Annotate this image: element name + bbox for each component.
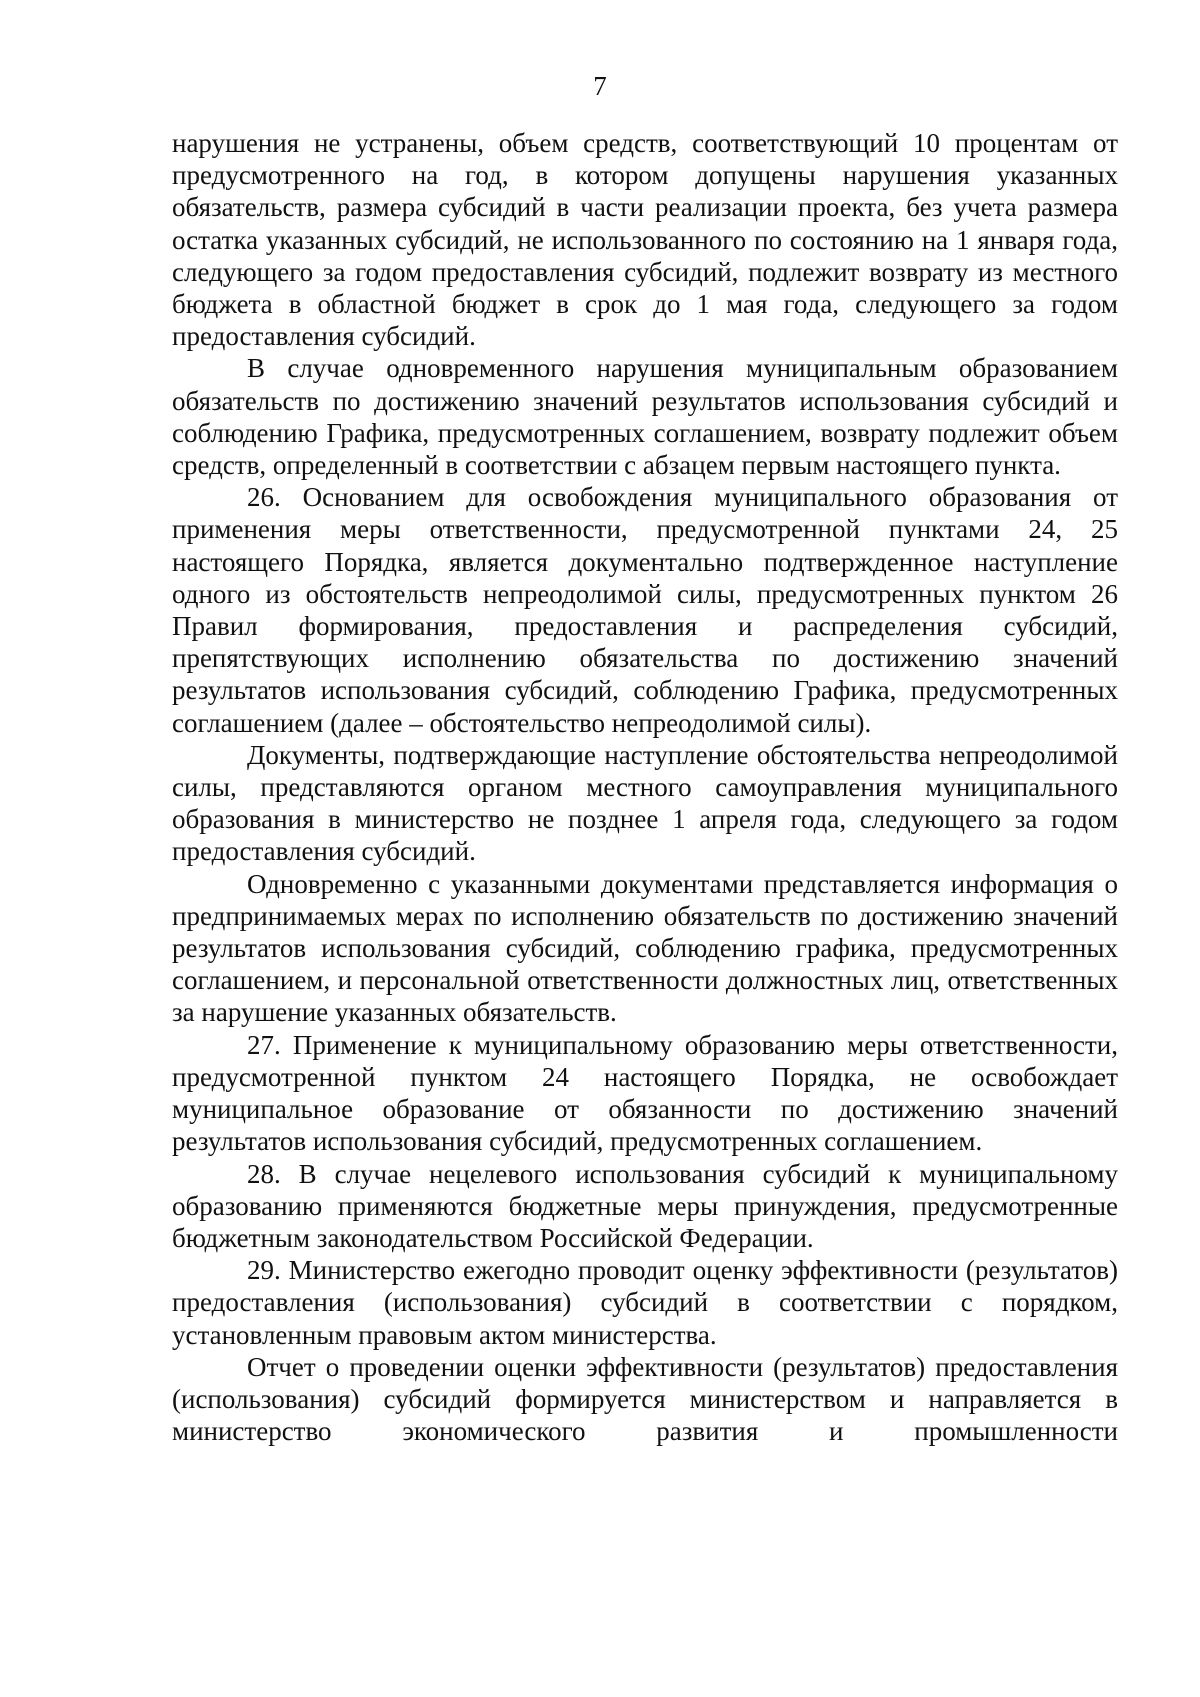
paragraph-force-majeure-documents: Документы, подтверждающие наступление обстоятельства непреодолимой силы, представляются органом местного самоуправления муниципального образования в министерство не позднее 1 апреля года, следующего за годом предоставления субсидий.	[172, 739, 1118, 867]
paragraph-evaluation-report: Отчет о проведении оценки эффективности (результатов) предоставления (использования) субсидий формируется министерством и направляется в министерство экономического развития и промышленности	[172, 1351, 1118, 1447]
document-body	[172, 127, 1118, 1447]
page-number: 7	[593, 71, 607, 101]
paragraph-violation-continuation: нарушения не устранены, объем средств, соответствующий 10 процентам от предусмотренного на год, в котором допущены нарушения указанных обязательств, размера субсидий в части реализации проекта, без учета размера остатка указанных субсидий, не использованного по состоянию на 1 января года, следующего за годом предоставления субсидий, подлежит возврату из местного бюджета в областной бюджет в срок до 1 мая года, следующего за годом предоставления субсидий.	[172, 128, 1118, 352]
paragraph-item-29: 29. Министерство ежегодно проводит оценку эффективности (результатов) предоставления (использования) субсидий в соответствии с порядком, установленным правовым актом министерства.	[172, 1255, 1118, 1350]
paragraph-item-28: 28. В случае нецелевого использования субсидий к муниципальному образованию применяются бюджетные меры принуждения, предусмотренные бюджетным законодательством Российской Федерации.	[172, 1158, 1118, 1253]
paragraph-measures-information: Одновременно с указанными документами представляется информация о предпринимаемых мерах по исполнению обязательств по достижению значений результатов использования субсидий, соблюдению графика, предусмотренных соглашением, и персональной ответственности должностных лиц, ответственных за нарушение указанных обязательств.	[172, 868, 1118, 1028]
paragraph-simultaneous-violation: В случае одновременного нарушения муниципальным образованием обязательств по достижению значений результатов использования субсидий и соблюдению Графика, предусмотренных соглашением, возврату подлежит объем средств, определенный в соответствии с абзацем первым настоящего пункта.	[172, 353, 1118, 481]
paragraph-item-27: 27. Применение к муниципальному образованию меры ответственности, предусмотренной пунктом 24 настоящего Порядка, не освобождает муниципальное образование от обязанности по достижению значений результатов использования субсидий, предусмотренных соглашением.	[172, 1029, 1118, 1157]
paragraph-item-26: 26. Основанием для освобождения муниципального образования от применения меры ответственности, предусмотренной пунктами 24, 25 настоящего Порядка, является документально подтвержденное наступление одного из обстоятельств непреодолимой силы, предусмотренных пунктом 26 Правил формирования, предоставления и распределения субсидий, препятствующих исполнению обязательства по достижению значений результатов использования субсидий, соблюдению Графика, предусмотренных соглашением (далее – обстоятельство непреодолимой силы).	[172, 482, 1118, 738]
